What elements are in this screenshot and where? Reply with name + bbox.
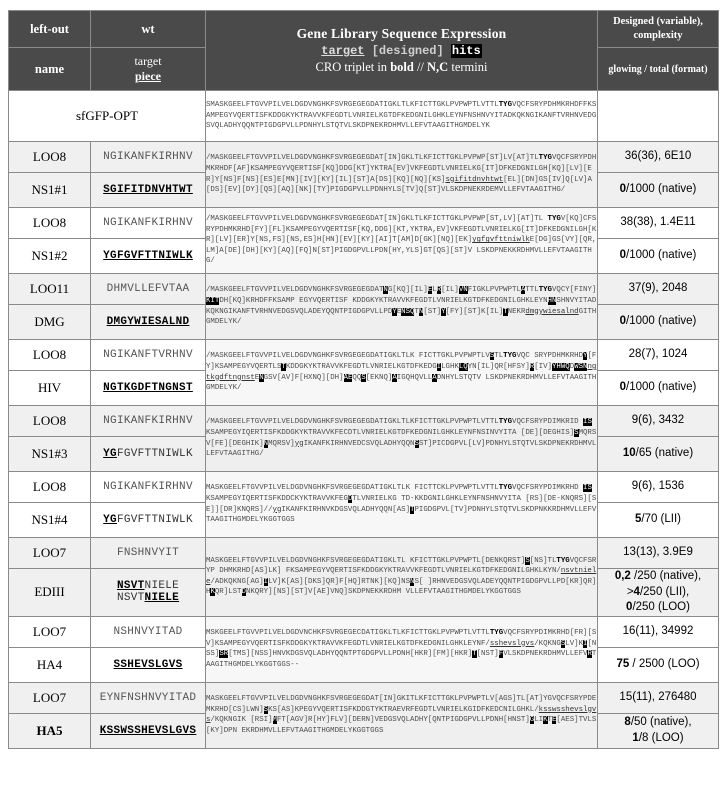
design-name: NS1#2 (9, 239, 91, 274)
header-legend (206, 43, 597, 59)
hit-residue: I (436, 362, 442, 371)
target-sequence-part: YG (103, 448, 117, 460)
wt-target-piece (91, 173, 206, 208)
hit-residue: T (472, 650, 477, 659)
wt-sequence: NGIKANFKIRHNV (103, 481, 193, 493)
left-out-name: LOO8 (9, 208, 91, 239)
hit-residue: R (223, 650, 229, 659)
hit-residue: H (547, 296, 552, 305)
wt-target-piece (91, 682, 206, 713)
hit-residue: N (551, 296, 557, 305)
designed-complexity-value: 38(38), 1.4E11 (598, 208, 719, 239)
target-insert: sgifitdnvhtwt (445, 175, 504, 184)
hit-residue: Y (551, 362, 557, 371)
wt-target-piece (91, 142, 206, 173)
hit-residue: Q (410, 307, 415, 316)
wt-target-piece (91, 437, 206, 472)
hit-residue: D (241, 588, 246, 597)
wt-sequence-rest: FGVFTTNIWLK (116, 448, 193, 460)
left-out-name: LOO7 (9, 616, 91, 647)
designed-complexity-value (598, 569, 719, 617)
header-glowing-total: glowing / total (format) (598, 48, 719, 91)
hit-residue: E (427, 286, 433, 295)
wt-sequence: FNSHNVYIT (116, 547, 180, 559)
hit-residue: I (583, 484, 588, 493)
gene-library-sequence: /MASKGEELFTGVVPILVELDGDVNGHKFSVRGEGEGDATNG[KQ][IL]ELR[IL]VNFIGKLPVPWPTLATTLTYGVQCY[FINY]KITDH[KQ]KRHDFFKSAMP EGYVQERTISF KDDGKYKTRAVVKFEGDTLVNRIELKGTDFKEDGNILGHKLEYNHNSHNVYITADKQKNGIKANFTVRHNVEDGSVQLADEYQQNTPIGDGPVLLPDYENSQTN[ST]Y[FY][ST]K[IL]TNEKRdmgywiesalndGITHGMDELYK/ (206, 274, 598, 340)
designed-complexity-value: 37(9), 2048 (598, 274, 719, 305)
hit-residue: Y (441, 307, 446, 316)
table-row (9, 142, 719, 173)
hit-residue: S (414, 439, 419, 448)
header-designed-complexity: Designed (variable), complexity (598, 11, 719, 48)
designed-complexity-value: 36(36), 6E10 (598, 142, 719, 173)
design-name: HA4 (9, 647, 91, 682)
hit-residue: A (432, 373, 437, 382)
design-name: NS1#3 (9, 437, 91, 472)
header-subtitle (206, 59, 597, 76)
hit-residue: Q (565, 362, 570, 371)
target-sequence-line1 (91, 580, 205, 592)
target-sequence: NGTKGDFTNGNST (103, 382, 193, 394)
glowing-count: 5 (634, 513, 642, 526)
designed-complexity-value: 15(11), 276480 (598, 682, 719, 713)
header-target-piece (91, 48, 206, 91)
designed-complexity-value (598, 713, 719, 748)
reference-row (9, 91, 719, 142)
cro-triplet: TYG (498, 101, 513, 110)
target-insert: ksswsshevslgvs (206, 705, 597, 725)
header-piece-word: piece (135, 69, 161, 83)
target-sequence-part: NSVT (116, 580, 145, 593)
header-row-1 (9, 11, 719, 48)
hit-residue: M (272, 716, 277, 725)
left-out-name: LOO8 (9, 142, 91, 173)
gene-library-table (8, 10, 719, 749)
glowing-count: 0 (626, 601, 633, 614)
hit-residue: E (347, 373, 353, 382)
left-out-name: LOO11 (9, 274, 91, 305)
design-name: DMG (9, 305, 91, 340)
wt-sequence: NGIKANFKIRHNV (103, 415, 193, 427)
glowing-count: 8 (624, 716, 631, 729)
hit-residue: I (583, 639, 588, 648)
wt-sequence-rest-2: NSVT (116, 592, 145, 605)
hit-residue: S (578, 362, 584, 371)
table-row (9, 340, 719, 371)
designed-complexity-value: 28(7), 1024 (598, 340, 719, 371)
hit-residue: R (587, 650, 592, 659)
subtitle-mid: // (413, 60, 428, 75)
gene-library-sequence: /MASKGEELFTGVVPILVELDGDVNGHKFSVRGEGEGDAT[IN]GKLTLKFICTTGKLPVPWP[ST]LV[AT]TLTYGVQCFSRYPDHMKRHDF[AF]KSAMPEGYVQERTISF[KQ]DDG[KT]YKTRA[EV]VKFEGDTLVNRIELKG[IT]DFKEDGNILGH[KQ][LV][ER]Y[NS]F[NS][ES]E[MN][IV][KY][IL][ST]A[DS][KQ][NQ][KS]sgifitdnvhtwt[EL][DN]GS[IV]Q[LV]A[DS][EV][DY][QS][AQ][NK][TY]PIGDGPVLLPDNHYLS[TV]Q[ST]VLSKDPNEKRDEMVLLEFVTAAGITHG/ (206, 142, 598, 208)
hit-residue: G (529, 716, 535, 725)
result-line: 8/50 (native), (624, 716, 692, 729)
target-insert: nsvtniele (206, 567, 597, 586)
wt-sequence: NGIKANFKIRHNV (103, 151, 193, 163)
header-target-word: target (134, 54, 162, 68)
designed-complexity-value: 13(13), 3.9E9 (598, 538, 719, 569)
wt-target-piece (91, 713, 206, 748)
hit-residue: N (583, 362, 588, 371)
hit-residue: S (587, 418, 592, 427)
hit-residue: I (263, 577, 269, 586)
gene-library-sequence: MASKGEELFTGVVPILVELDGDVNGHKFSVRGEGEGDATIGKLTLK FICTTCKLPVPWPTLVTTLTYGVQCFSRYPDIMKRHD IS KSAMPEGYIQERTISFKDDCKYKTRAVVKFEGDTLVNRIELKG TD-KKDGNILGHKLEYNFNSHNVYITA [RS][DE-KNQRS][SE]][DR]KNQRS]//ygIKANFKIRHNVKDGSVQLADHYQQN[AS]TPIGDGPVL[TV]PDNHYLSTQTVLSKDPNKKRDHMVLLEFVTAAGITHGMDELYKGGTGGS (206, 472, 598, 538)
wt-target-piece (91, 305, 206, 340)
designed-complexity-value: 10/65 (native) (598, 437, 719, 472)
target-sequence: YGFGVFTTNIWLK (103, 250, 193, 262)
target-sequence-part: YG (103, 514, 117, 526)
subtitle-suffix: termini (448, 60, 488, 75)
wt-target-piece (91, 569, 206, 617)
glowing-count: 0 (619, 249, 627, 262)
hit-residue: D (347, 494, 353, 503)
table-row (9, 472, 719, 503)
reference-result-empty (598, 91, 719, 142)
table-row (9, 208, 719, 239)
design-name: NS1#1 (9, 173, 91, 208)
target-sequence: SGIFITDNVHTWT (103, 184, 193, 196)
subtitle-bold: bold (390, 60, 414, 75)
cro-triplet: TYG (556, 556, 570, 565)
left-out-name: LOO8 (9, 472, 91, 503)
wt-sequence-rest: NIELE (144, 580, 180, 593)
wt-target-piece (91, 239, 206, 274)
left-out-name: LOO8 (9, 406, 91, 437)
hit-residue: F (498, 650, 504, 659)
left-out-name: LOO8 (9, 340, 91, 371)
designed-complexity-value: 9(6), 1536 (598, 472, 719, 503)
hit-residue: S (587, 484, 592, 493)
wt-sequence: NSHNVYITAD (113, 625, 183, 638)
design-name: HIV (9, 371, 91, 406)
cro-triplet: TYG (547, 215, 561, 224)
subtitle-prefix: CRO triplet in (315, 60, 391, 75)
target-insert: yg (272, 505, 282, 514)
hit-residue: W (560, 362, 566, 371)
hit-residue: N (401, 307, 406, 316)
hit-residue: S (560, 639, 566, 648)
target-sequence-line2 (91, 592, 205, 604)
hit-residue: K (210, 588, 215, 597)
wt-target-piece (91, 371, 206, 406)
result-line: 0/250 (LOO) (626, 601, 690, 614)
hit-residue: A (520, 286, 526, 295)
designed-complexity-value: 75 / 2500 (LOO) (598, 647, 719, 682)
gene-library-sequence: MASKGEELFTGVVPILVELDGDVNGHKFSVRGEGEGDATIGKLTL KFICTTGKLPVPWPTL[DENKQRST]S[NS]TLTYGVQCFSRYP DHMKRHD[AS]LK] FKSAMPEGYVQERTISFKDDGKYKTRAVVKFEGDTLVNRIELKGTDFKEDGNILGHKLKYN/nsvtniele/ADKQKNG[AG]ILV]K[AS][DKS]QR]F[HQ]RTNK][KQ]NSNS[ ]RHNVEDGSVQLADEYQQNTPIGDGPVLLPD[KR]QR]HKQR]LSTDNKQRY][NS][ST]V[AE]VNQ]SKDPNEKKRDHM VLLEFVTAAGITHGMDELYKGGTGGS (206, 538, 598, 617)
hit-residue: L (458, 362, 464, 371)
hit-residue: T (281, 362, 286, 371)
glowing-count: 75 (616, 657, 630, 670)
glowing-count: 0 (619, 381, 627, 394)
table-row (9, 682, 719, 713)
hit-residue: K (543, 716, 548, 725)
wt-sequence: DHMVLLEFVTAA (106, 283, 190, 295)
glowing-count: 4 (633, 585, 640, 598)
wt-sequence: NGIKANFKIRHNV (103, 217, 193, 229)
wt-target-piece (91, 472, 206, 503)
designed-complexity-value: 0/1000 (native) (598, 371, 719, 406)
designed-complexity-value: 9(6), 3432 (598, 406, 719, 437)
target-insert: ngtkgdftngnst (206, 362, 597, 382)
target-insert: sshevslgvs (489, 639, 535, 648)
wt-target-piece (91, 274, 206, 305)
cro-triplet: TYG (503, 352, 517, 361)
result-line: 0,2 /250 (native), (614, 570, 702, 582)
legend-target-label: target (321, 44, 365, 59)
hit-residue: E (551, 716, 557, 725)
target-insert: dmgywiesalnd (525, 307, 579, 316)
target-sequence: KSSWSSHEVSLGVS (99, 724, 197, 737)
target-sequence-part-2: NIELE (144, 592, 180, 605)
hit-residue: W (574, 362, 579, 371)
designed-complexity-value: 5/70 (LII) (598, 503, 719, 538)
hit-residue: S (489, 352, 495, 361)
header-left-out: left-out (9, 11, 91, 48)
wt-target-piece (91, 647, 206, 682)
target-insert: ygfgvfttniwlk (472, 236, 530, 245)
gene-library-sequence: MASKGEELFTGVVPILVELDGDVNGHKFSVRGEGEGDAT[IN]GKITLKFICTTGKLPVPWPTLV[AGS]TL[AT]YGVQCFSRYPDEMKRHD[CS]LWN]SKS[AS]KPEGYVQERTISFKDDGTYKTRAEVRFEGDTLVNRIELKGIDFKEDCNILGHKL/ksswsshevslgvs/KQKNGIK [RSI]MFT[AGV]R[HY]FLV][DERN]VEDGSVQLADHY[QNTPIGDGPVLLPDNH[HNST]GLIKTE[AES]TVLS[KY]DPN EKRDHMVLLEFVTAAGITHGMDELYKGGTGGS (206, 682, 598, 748)
table-row (9, 406, 719, 437)
table-row (9, 538, 719, 569)
header-main-title: Gene Library Sequence Expression (296, 25, 507, 41)
header-sequence-expression (206, 11, 598, 91)
wt-sequence: NGIKANFTVRHNV (103, 349, 193, 361)
hit-residue: N (418, 307, 424, 316)
gene-library-sequence: /MASKGEELFTGVVPILVELDGDVNGHKFSVRGEGEGDAT[IN]GKLTLKFICTTGKLPVPWP[ST,LV][AT]TL TYGV[KQ]CFSRYPDHMKRHD[FY][FL]KSAMPEGYVQERTISF[KQ,DDG][KT,YKTRA,EV]VKFEGDTLVNRIELKG[IT]DFKEDGNILGH[KR][LV][ER]Y[NS,FS][NS,ES]H[HN][EV][KY][AI]T[AM]D[GK][NQ][EK]ygfgvfttniwlkE[DG]GS[VY][QR,LM]A[DE][DH][KY][AQ][FQ]N[ST]PIGDGPVLLPDN[HY,YLS]GT[QS][ST]V LSKDPNEKKRDHMVLLEFVTAAGITHG/ (206, 208, 598, 274)
header-wt: wt (91, 11, 206, 48)
cro-triplet: TYG (489, 629, 504, 638)
legend-hits-label: hits (451, 44, 481, 59)
target-insert: yg (294, 439, 304, 448)
hit-residue: S (525, 556, 530, 565)
hit-residue: S (263, 705, 269, 714)
designed-complexity-value: 0/1000 (native) (598, 305, 719, 340)
hit-residue: S (219, 650, 224, 659)
cro-triplet: TYG (538, 286, 552, 295)
table-row (9, 274, 719, 305)
hit-residue: S (574, 428, 579, 437)
wt-target-piece (91, 208, 206, 239)
hit-residue: N (259, 373, 264, 382)
hit-residue: S (405, 307, 411, 316)
design-name: HA5 (9, 713, 91, 748)
wt-target-piece (91, 538, 206, 569)
glowing-count: 10 (622, 447, 636, 460)
left-out-name: LOO7 (9, 538, 91, 569)
subtitle-bold2: N,C (427, 60, 449, 75)
hit-residue: A (392, 373, 397, 382)
reference-sequence: SMASKGEELFTGVVPILVELDGDVNGHKFSVRGEGEGDATIGKLTLKFICTTGKLPVPWPTLVTTLTYGVQCFSRYPDHMKRHDFFKSAMPEGYVQERTISFKDDGKYKTRAVVKFEGDTLVNRIELKGTDFKEDGNILGHKLEYNFNSHNVYITADKQKNGIKANFTVRHNVEDGSVQLADHYQQNTPIGDGPVLLPDNHYLSTQTVLSKDPNEKRDHMVLLEFVTAAGITHGMDELYK (206, 91, 598, 142)
hit-residue: R (529, 362, 535, 371)
target-sequence: SSHEVSLGVS (113, 658, 183, 671)
target-sequence: DMGYWIESALND (106, 316, 190, 328)
glowing-count: 0 (619, 315, 627, 328)
designed-complexity-value: 0/1000 (native) (598, 239, 719, 274)
header-name: name (9, 48, 91, 91)
hit-residue: N (383, 286, 388, 295)
cro-triplet: TYG (538, 154, 552, 163)
hit-residue: V (458, 286, 464, 295)
wt-target-piece (91, 340, 206, 371)
designed-complexity-value: 0/1000 (native) (598, 173, 719, 208)
cro-triplet: TYG (498, 484, 513, 493)
hit-residue: N (263, 439, 269, 448)
hit-residue: N (410, 577, 415, 586)
hit-residue: Y (392, 307, 397, 316)
gene-library-sequence: /MASKGEELFTGVVPILVELDGDVNGHKFSVRGEGEGDATIGKLTLKFICTTGKLPVPWPTLVTTLTYGVQCFSRYPDIMKRID IS KSAMPEGYIQERTISFKDDGKYKTRAVVKFECDTLVNRIELKGTDFKEDGNILGHKLEYNFNSINVYITA [DE][DEGHIS]SMQRSV[FE][DEGHIK]NMQRSV]ygIKANFKIRHNVEDCSVQLADHYQQNSST]PICDGPVL[LV]PDNHYLSTQTVLSKDPNEKRDHMVLLEFVTAAGITHG/ (206, 406, 598, 472)
cro-triplet: TYG (498, 418, 513, 427)
hit-residue: S (361, 373, 366, 382)
wt-target-piece (91, 406, 206, 437)
glowing-count: 1 (632, 731, 639, 744)
design-name: NS1#4 (9, 503, 91, 538)
wt-sequence-rest: FGVFTTNIWLK (116, 514, 193, 526)
hit-residue: Q (463, 362, 468, 371)
hit-residue: Y (583, 352, 588, 361)
wt-target-piece (91, 503, 206, 538)
hit-residue: I (210, 296, 215, 305)
left-out-name: LOO7 (9, 682, 91, 713)
hit-residue: T (410, 505, 415, 514)
result-line: >4/250 (LII), (626, 585, 690, 598)
legend-designed-label: [designed] (371, 44, 444, 59)
hit-residue: K (206, 296, 211, 305)
designed-complexity-value: 16(11), 34992 (598, 616, 719, 647)
hit-residue: R (436, 286, 442, 295)
hit-residue: T (214, 296, 220, 305)
design-name: EDIII (9, 569, 91, 617)
wt-target-piece (91, 616, 206, 647)
glowing-count: 0 (619, 183, 627, 196)
result-line: 1/8 (LOO) (632, 731, 684, 744)
hit-residue: I (583, 418, 588, 427)
reference-name: sfGFP-OPT (9, 91, 206, 142)
gene-library-sequence: /MASKGEELFTGVVPILVELDGDVNGHKFSVRGEGEGDATIGKLTLK FICTTGKLPVPWPTLVSTLTYGVQC SRYPDHMKRHDY[FY]KSAMPEGYVQERTLSTKDDGKYKTRAVVKFEGDTLVNRIELKGTDFKEDGILGHKLQYN[IL]QR[HFSY]R[IV]YHWQDWSNngtkgdftngnstENGSV[AV]F[HXNQ][DH]AEQQS[EKNQ]AIGQHQVLLADNHYLSTQTV LSKDPNEKRDHMVLLEFVTAAGITHGMDELYK/ (206, 340, 598, 406)
hit-residue: T (503, 307, 508, 316)
glowing-count: 0,2 (614, 570, 631, 582)
gene-library-sequence: MSKGEELFTGVVPILVELDGDVNCHKFSVRGEGECDATIGKLTLKFICTTGKLPVPWPTLVTTLTYGVQCFSRYPDIMKRHD[FR][SV]KSAMPEGYVQERTISFKDDGKYKTRAVVKFEGDTLVNRIELKGTDFKEDGNILGHKLEYNF/sshevslgvs/KQKNGSLV]KI[NSS]SR[TMS][NSS]HNVKDGSVQLADHYQQNTPTGDGPVLLPDNH[HKR][FM][HKR]T[NST]FVLSKDPNEKRDHMVLLEFVRTAAGITHGMDELYKGGTGGS-- (206, 616, 598, 682)
hit-residue: H (556, 362, 561, 371)
hit-residue: N (463, 286, 468, 295)
table-row (9, 616, 719, 647)
hit-residue: A (343, 373, 348, 382)
wt-sequence: EYNFNSHNVYITAD (99, 691, 197, 704)
